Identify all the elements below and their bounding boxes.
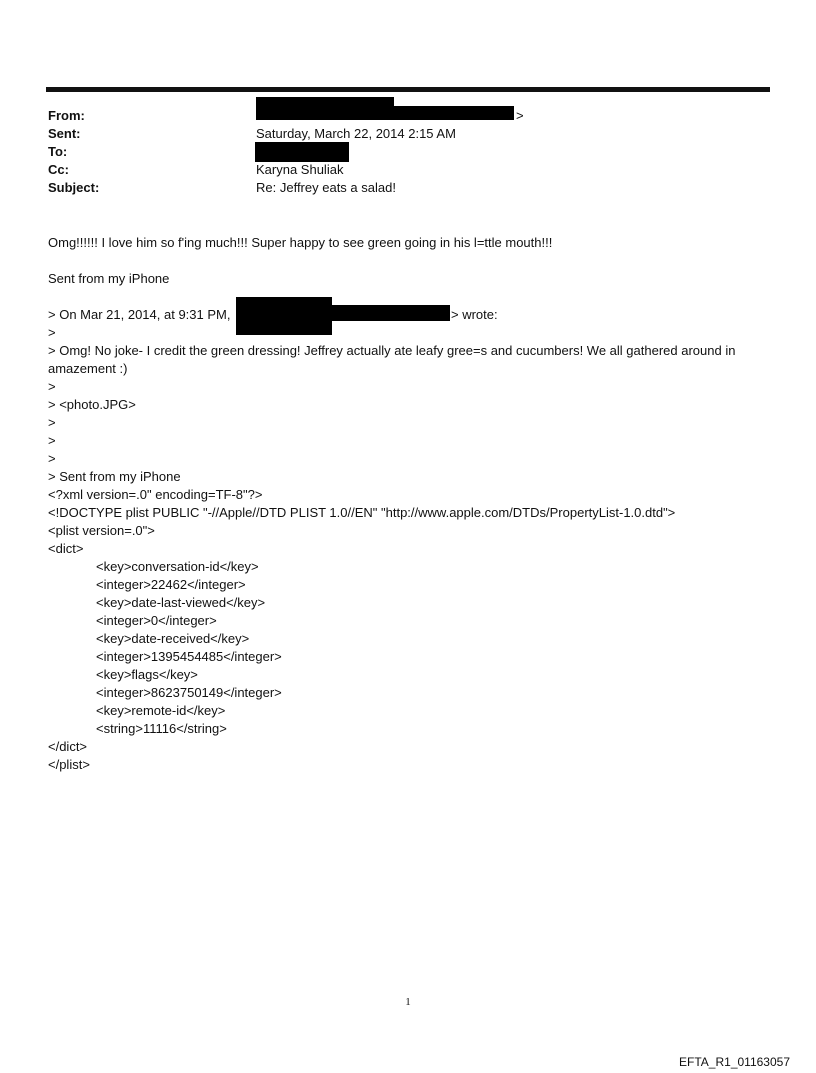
plist-open: <plist version=.0"> bbox=[48, 523, 155, 538]
sent-label: Sent: bbox=[48, 126, 81, 141]
redaction-bar bbox=[330, 305, 450, 321]
plist-entry: <key>flags</key> bbox=[96, 667, 198, 682]
to-label: To: bbox=[48, 144, 68, 159]
from-suffix: > bbox=[516, 108, 524, 123]
plist-entry: <key>conversation-id</key> bbox=[96, 559, 259, 574]
cc-value: Karyna Shuliak bbox=[256, 162, 344, 177]
plist-entry: <string>11116</string> bbox=[96, 721, 227, 736]
plist-entry: <integer>1395454485</integer> bbox=[96, 649, 282, 664]
quote-blank: > bbox=[48, 433, 56, 448]
quote-text: > Omg! No joke- I credit the green dressing! Jeffrey actually ate leafy gree=s and cucumbers! We all gathered around in amazement :) bbox=[48, 343, 736, 376]
cc-label: Cc: bbox=[48, 162, 69, 177]
quote-blank: > bbox=[48, 325, 56, 340]
plist-xml-decl: <?xml version=.0" encoding=TF-8"?> bbox=[48, 487, 263, 502]
plist-close: </plist> bbox=[48, 757, 90, 772]
dict-close: </dict> bbox=[48, 739, 88, 754]
plist-entry: <integer>0</integer> bbox=[96, 613, 217, 628]
dict-open: <dict> bbox=[48, 541, 84, 556]
plist-doctype: <!DOCTYPE plist PUBLIC "-//Apple//DTD PLIST 1.0//EN" "http://www.apple.com/DTDs/PropertyList-1.0.dtd"> bbox=[48, 505, 676, 520]
plist-entry: <key>remote-id</key> bbox=[96, 703, 226, 718]
redaction-bar bbox=[256, 106, 514, 120]
subject-value: Re: Jeffrey eats a salad! bbox=[256, 180, 396, 195]
redaction-bar bbox=[255, 142, 349, 162]
plist-entry: <key>date-last-viewed</key> bbox=[96, 595, 266, 610]
quote-intro-prefix: > On Mar 21, 2014, at 9:31 PM, bbox=[48, 307, 231, 322]
quote-intro-suffix: > wrote: bbox=[451, 307, 498, 322]
quote-blank: > bbox=[48, 415, 56, 430]
from-label: From: bbox=[48, 108, 85, 123]
signature: Sent from my iPhone bbox=[48, 271, 170, 286]
quote-attachment: > <photo.JPG> bbox=[48, 397, 136, 412]
header-rule bbox=[46, 87, 770, 92]
redaction-bar bbox=[236, 297, 332, 335]
plist-entry: <key>date-received</key> bbox=[96, 631, 250, 646]
quote-signature: > Sent from my iPhone bbox=[48, 469, 181, 484]
quote-blank: > bbox=[48, 451, 56, 466]
plist-entry: <integer>22462</integer> bbox=[96, 577, 246, 592]
plist-entry: <integer>8623750149</integer> bbox=[96, 685, 282, 700]
sent-value: Saturday, March 22, 2014 2:15 AM bbox=[256, 126, 456, 141]
reply-text: Omg!!!!!! I love him so f'ing much!!! Super happy to see green going in his l=ttle mouth!!! bbox=[48, 235, 553, 250]
quote-blank: > bbox=[48, 379, 56, 394]
page-number: 1 bbox=[405, 996, 411, 1008]
document-id: EFTA_R1_01163057 bbox=[679, 1055, 790, 1069]
subject-label: Subject: bbox=[48, 180, 100, 195]
